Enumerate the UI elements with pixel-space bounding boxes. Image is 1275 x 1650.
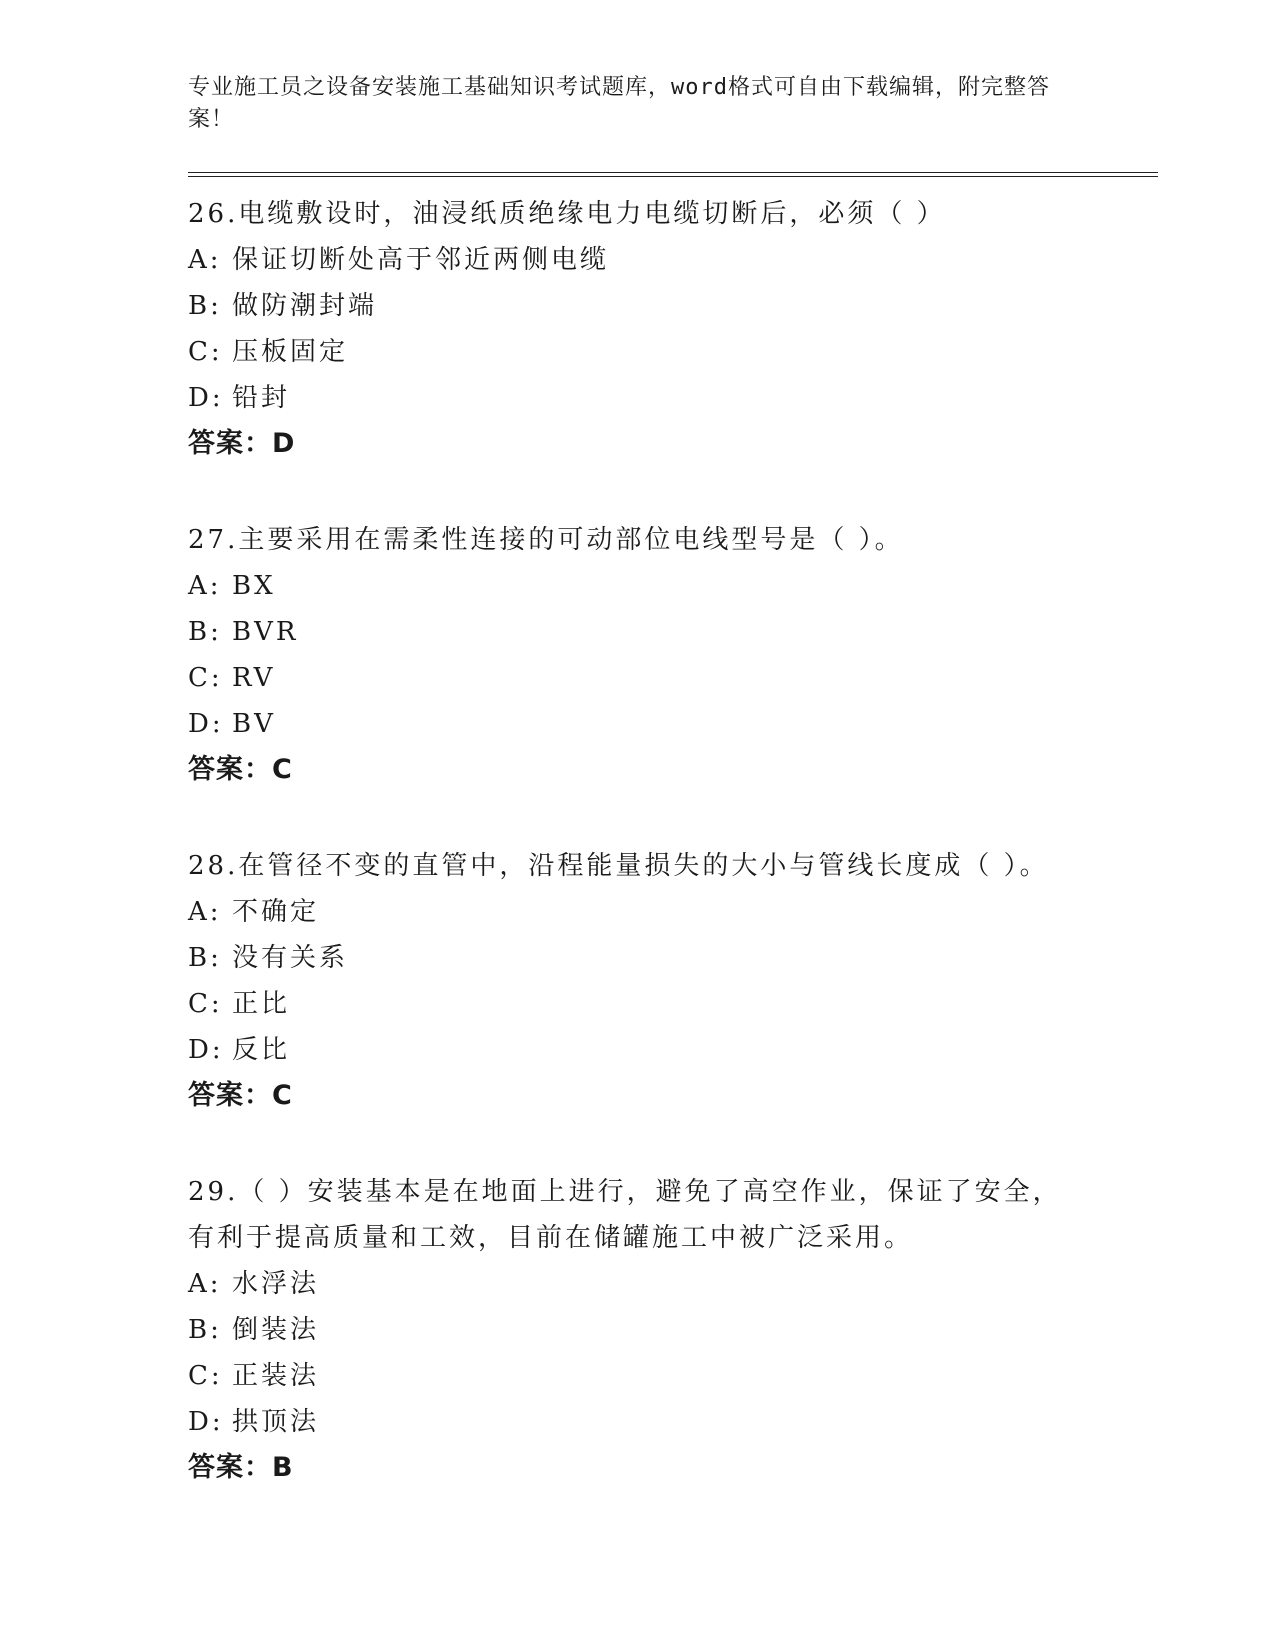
option-b <box>188 283 1158 329</box>
option-text: BX <box>232 571 276 601</box>
option-text: 铅封 <box>232 383 291 413</box>
option-text: BVR <box>232 617 299 647</box>
answer-text: 答案：D <box>188 428 296 459</box>
option-c <box>188 981 1158 1027</box>
option-c <box>188 655 1158 701</box>
option-text: BV <box>232 709 276 739</box>
option-a <box>188 237 1158 283</box>
answer-text: 答案：C <box>188 754 293 785</box>
option-a <box>188 563 1158 609</box>
option-key: C: <box>188 663 223 693</box>
option-key: D: <box>188 1035 224 1065</box>
option-c <box>188 1353 1158 1399</box>
option-b <box>188 609 1158 655</box>
option-key: A: <box>188 1269 222 1299</box>
option-key: C: <box>188 989 223 1019</box>
option-text: 倒装法 <box>232 1315 320 1345</box>
option-text: 反比 <box>232 1035 291 1065</box>
option-d <box>188 1027 1158 1073</box>
option-text: 正比 <box>232 989 291 1019</box>
answer-text: 答案：B <box>188 1452 294 1483</box>
option-key: A: <box>188 571 222 601</box>
option-key: C: <box>188 1361 223 1391</box>
option-key: D: <box>188 383 224 413</box>
option-text: 不确定 <box>232 897 320 927</box>
option-d <box>188 701 1158 747</box>
option-d <box>188 375 1158 421</box>
option-text: 保证切断处高于邻近两侧电缆 <box>232 245 610 275</box>
option-text: 水浮法 <box>232 1269 320 1299</box>
option-text: 没有关系 <box>232 943 349 973</box>
question-stem: 29.（ ）安装基本是在地面上进行，避免了高空作业，保证了安全，有利于提高质量和工效，目前在储罐施工中被广泛采用。 <box>188 1177 1062 1253</box>
option-key: D: <box>188 709 224 739</box>
option-key: A: <box>188 897 222 927</box>
option-text: 正装法 <box>232 1361 320 1391</box>
option-text: RV <box>232 663 276 693</box>
option-key: B: <box>188 943 222 973</box>
option-text: 拱顶法 <box>232 1407 320 1437</box>
document-page <box>188 72 1158 1541</box>
option-text: 做防潮封端 <box>232 291 378 321</box>
option-b <box>188 935 1158 981</box>
document-title: 专业施工员之设备安装施工基础知识考试题库，word格式可自由下载编辑，附完整答案！ <box>188 75 1050 132</box>
option-b <box>188 1307 1158 1353</box>
option-d <box>188 1399 1158 1445</box>
option-key: B: <box>188 617 222 647</box>
question-stem: 27.主要采用在需柔性连接的可动部位电线型号是（ ）。 <box>188 525 904 555</box>
option-a <box>188 1261 1158 1307</box>
question-26 <box>188 191 1158 467</box>
header-divider <box>188 172 1158 177</box>
option-text: 压板固定 <box>232 337 349 367</box>
option-key: D: <box>188 1407 224 1437</box>
answer-text: 答案：C <box>188 1080 293 1111</box>
option-key: C: <box>188 337 223 367</box>
question-28 <box>188 843 1158 1119</box>
question-stem: 28.在管径不变的直管中，沿程能量损失的大小与管线长度成（ ）。 <box>188 851 1049 881</box>
option-key: B: <box>188 1315 222 1345</box>
option-key: A: <box>188 245 222 275</box>
question-stem: 26.电缆敷设时，油浸纸质绝缘电力电缆切断后，必须（ ） <box>188 199 946 229</box>
option-a <box>188 889 1158 935</box>
option-c <box>188 329 1158 375</box>
question-29 <box>188 1169 1158 1491</box>
question-27 <box>188 517 1158 793</box>
option-key: B: <box>188 291 222 321</box>
question-list <box>188 191 1158 1491</box>
